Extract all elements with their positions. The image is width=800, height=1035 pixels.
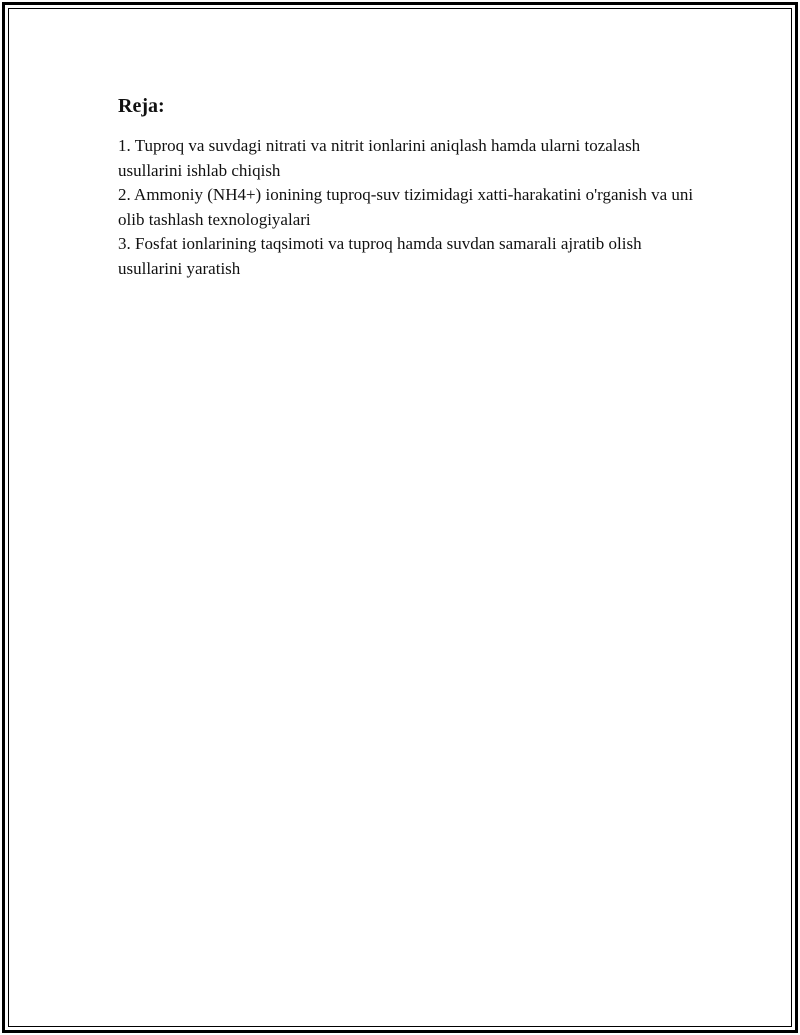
document-content [118, 92, 708, 281]
plan-item-1: 1. Tuproq va suvdagi nitrati va nitrit ionlarini aniqlash hamda ularni tozalash usullarini ishlab chiqish [118, 136, 641, 180]
plan-list [118, 134, 708, 281]
plan-heading: Reja: [118, 95, 165, 117]
plan-item-3: 3. Fosfat ionlarining taqsimoti va tuproq hamda suvdan samarali ajratib olish usullarini yaratish [118, 234, 642, 278]
plan-item-2: 2. Ammoniy (NH4+) ionining tuproq-suv tizimidagi xatti-harakatini o'rganish va uni olib tashlash texnologiyalari [118, 185, 694, 229]
